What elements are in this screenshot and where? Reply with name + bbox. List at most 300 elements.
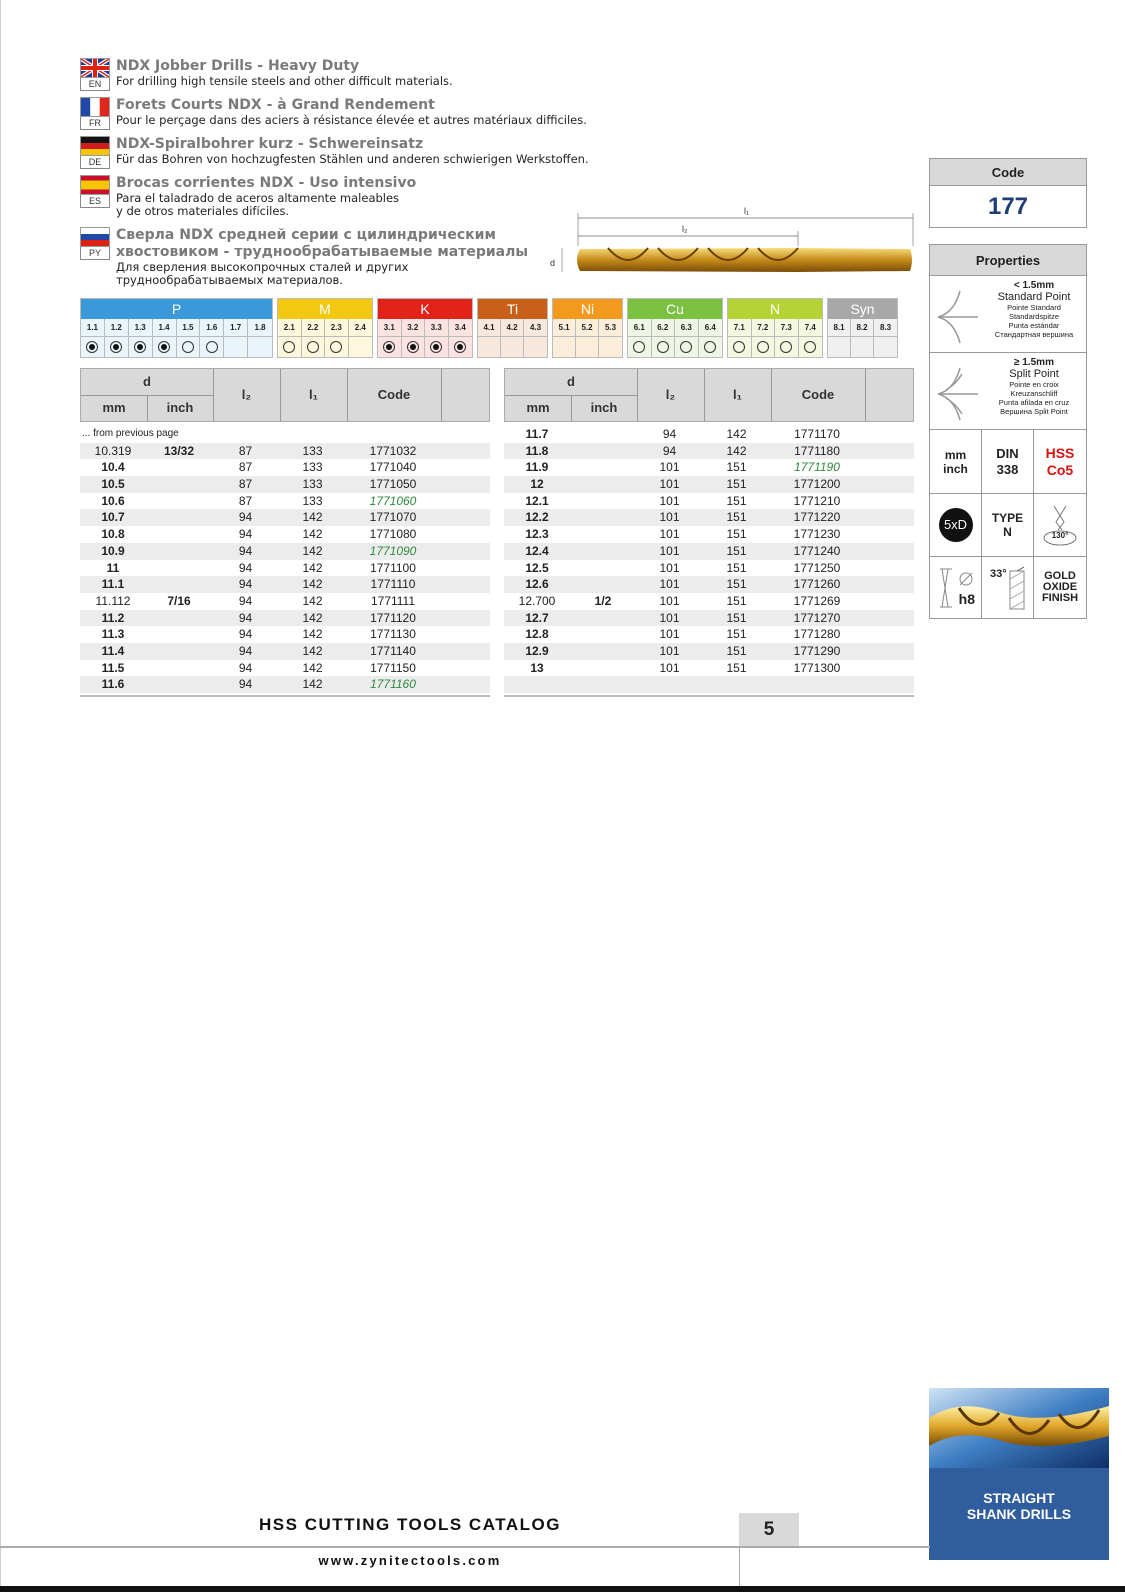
- flute-length: 87: [238, 477, 253, 492]
- subgroup-code: 1.3: [129, 319, 152, 337]
- product-code: 1771100: [370, 560, 416, 575]
- material-subgroup: [728, 319, 752, 357]
- drill-drawing: [548, 200, 918, 280]
- suitability-indicator: [383, 341, 395, 353]
- language-block-fr: [80, 97, 640, 130]
- language-title: NDX Jobber Drills - Heavy Duty: [116, 58, 360, 74]
- diameter-inch: [146, 576, 212, 593]
- subgroup-code: 1.2: [105, 319, 128, 337]
- flute-length: 94: [238, 610, 253, 625]
- material-subgroup: [278, 319, 302, 357]
- subgroup-code: 4.2: [501, 319, 523, 337]
- overall-length: 151: [726, 627, 747, 642]
- diameter-mm: 10.6: [101, 493, 125, 508]
- language-code: FR: [80, 117, 110, 130]
- diameter-mm: 12.6: [525, 577, 549, 592]
- material-subgroup: [248, 319, 272, 357]
- subgroup-code: 2.2: [302, 319, 325, 337]
- material-subgroup: [775, 319, 799, 357]
- code-label: Code: [929, 158, 1087, 186]
- suitability-indicator: [407, 341, 419, 353]
- diameter-inch: [570, 543, 636, 560]
- split-point-size: ≥ 1.5mm: [1014, 357, 1054, 368]
- material-subgroup: [478, 319, 501, 357]
- flute-length: 101: [659, 577, 680, 592]
- flute-length: 94: [662, 427, 677, 441]
- footer-divider: [739, 1546, 740, 1586]
- diameter-inch: 13/32: [163, 443, 195, 458]
- material-groups: [80, 298, 913, 358]
- spec-row-3: [929, 557, 1087, 619]
- flute-length: 101: [659, 460, 680, 475]
- table-body: [504, 426, 914, 693]
- material-group-syn: [827, 298, 898, 358]
- suitability-indicator: [704, 341, 716, 353]
- suitability-indicator: [680, 341, 692, 353]
- product-code: 1771050: [369, 477, 417, 492]
- language-subtitle: Для сверления высокопрочных сталей и других труднообрабатываемых материалов.: [116, 260, 409, 287]
- diameter-mm: 10.5: [101, 477, 125, 492]
- header-inch: inch: [590, 400, 618, 415]
- subgroup-code: 3.3: [425, 319, 448, 337]
- table-row: [80, 643, 490, 660]
- diameter-mm: 11.5: [101, 660, 125, 675]
- properties-label: Properties: [929, 244, 1087, 276]
- suitability-indicator: [134, 341, 146, 353]
- diameter-inch: [146, 660, 212, 677]
- overall-length: 142: [726, 443, 747, 458]
- product-code: 1771170: [794, 427, 840, 441]
- material-subgroup: [752, 319, 776, 357]
- flute-length: 87: [238, 443, 253, 458]
- overall-length: 142: [302, 543, 323, 558]
- product-code: 1771070: [369, 510, 417, 525]
- diameter-mm: 12.8: [525, 627, 549, 642]
- diameter-inch: [146, 643, 212, 660]
- diameter-mm: 12: [530, 477, 544, 492]
- table-row: [504, 443, 914, 460]
- suitability-indicator: [307, 341, 319, 353]
- drill-type: TYPE N: [982, 494, 1034, 556]
- diameter-inch: 7/16: [167, 593, 191, 608]
- language-title: Forets Courts NDX - à Grand Rendement: [116, 97, 435, 113]
- page-edge: [0, 0, 1, 1592]
- diameter-inch: [146, 509, 212, 526]
- bottom-bar: [0, 1586, 1125, 1592]
- subgroup-code: 5.2: [576, 319, 598, 337]
- table-row: [504, 676, 914, 693]
- subgroup-code: 8.3: [874, 319, 897, 337]
- diameter-inch: [146, 459, 212, 476]
- diameter-mm: 11.8: [525, 443, 549, 458]
- subgroup-code: 4.1: [478, 319, 500, 337]
- diameter-mm: 12.7: [525, 610, 549, 625]
- material-subgroup: [675, 319, 699, 357]
- table-row: [80, 493, 490, 510]
- size-table-left: [80, 368, 490, 697]
- diameter-inch: [570, 493, 636, 510]
- overall-length: 151: [726, 593, 747, 608]
- spec-row-2: [929, 494, 1087, 557]
- flute-length: 101: [659, 643, 680, 658]
- material-group-label: Syn: [828, 299, 897, 319]
- flute-length: 94: [238, 660, 253, 675]
- product-code: 1771269: [793, 593, 841, 608]
- flute-length: 101: [659, 493, 680, 508]
- product-code: 1771180: [794, 443, 840, 458]
- diameter-inch: [570, 443, 636, 460]
- standard-point-icon: [932, 277, 984, 352]
- material-subgroup: [828, 319, 851, 357]
- suitability-indicator: [182, 341, 194, 353]
- overall-length: 133: [302, 493, 323, 508]
- subgroup-code: 1.8: [248, 319, 272, 337]
- diameter-mm: 12.1: [525, 493, 549, 508]
- continuation-note-row: [80, 426, 490, 443]
- split-point-title: Split Point: [1009, 368, 1059, 380]
- subgroup-code: 5.1: [553, 319, 575, 337]
- diameter-mm: [504, 676, 570, 693]
- material-group-label: Cu: [628, 299, 722, 319]
- diameter-mm: 12.9: [525, 643, 549, 658]
- flute-length: 101: [659, 560, 680, 575]
- flute-length: 101: [659, 610, 680, 625]
- language-subtitle: Für das Bohren von hochzugfesten Stählen und anderen schwierigen Werkstoffen.: [116, 152, 589, 166]
- product-code: 1771120: [370, 610, 416, 625]
- header-l1: l₁: [309, 387, 318, 402]
- subgroup-code: 6.2: [652, 319, 675, 337]
- diameter-inch: [570, 576, 636, 593]
- subgroup-code: 1.1: [81, 319, 104, 337]
- material-subgroup: [576, 319, 599, 357]
- material-subgroup: [699, 319, 723, 357]
- overall-length: 142: [302, 643, 323, 658]
- diameter-mm: 11.7: [525, 427, 549, 441]
- material-subgroup: [449, 319, 473, 357]
- flag-icon: [80, 175, 110, 208]
- diameter-inch: [146, 560, 212, 577]
- material-group-k: [377, 298, 473, 358]
- product-code: 1771060: [369, 493, 417, 508]
- language-subtitle: Pour le perçage dans des aciers à résistance élevée et autres matériaux difficiles.: [116, 113, 587, 127]
- material-subgroup: [553, 319, 576, 357]
- overall-length: 142: [726, 427, 747, 441]
- header-code: Code: [801, 387, 835, 402]
- overall-length: 142: [302, 610, 323, 625]
- suitability-indicator: [757, 341, 769, 353]
- tolerance-value: h8: [958, 591, 975, 607]
- material-grade: HSS Co5: [1045, 444, 1075, 478]
- overall-length: 142: [302, 510, 323, 525]
- suitability-indicator: [86, 341, 98, 353]
- table-row: [504, 476, 914, 493]
- table-row: [504, 643, 914, 660]
- table-row: [80, 660, 490, 677]
- product-code: 1771290: [793, 643, 841, 658]
- material-group-m: [277, 298, 373, 358]
- overall-length: 151: [726, 610, 747, 625]
- table-row: [504, 593, 914, 610]
- table-row: [80, 593, 490, 610]
- suitability-indicator: [657, 341, 669, 353]
- material-group-label: K: [378, 299, 472, 319]
- product-code: 1771300: [793, 660, 841, 675]
- language-title: Brocas corrientes NDX - Uso intensivo: [116, 175, 417, 191]
- diameter-inch: [570, 476, 636, 493]
- standard-point-box: [929, 276, 1087, 353]
- split-point-box: [929, 353, 1087, 430]
- diameter-mm: 10.4: [101, 460, 125, 475]
- material-group-label: N: [728, 299, 822, 319]
- header-mm: mm: [526, 400, 550, 415]
- product-code: 1771260: [793, 577, 841, 592]
- table-row: [504, 493, 914, 510]
- point-angle-value: 130°: [1051, 531, 1069, 540]
- subgroup-code: 7.2: [752, 319, 775, 337]
- overall-length: 142: [302, 577, 323, 592]
- continuation-note: ... from previous page: [82, 428, 179, 439]
- suitability-indicator: [158, 341, 170, 353]
- flute-length: 94: [238, 510, 253, 525]
- diameter-inch: [570, 560, 636, 577]
- header-l1: l₁: [733, 387, 742, 402]
- material-group-label: P: [81, 299, 272, 319]
- product-code: 1771230: [793, 527, 841, 542]
- overall-length: 151: [726, 493, 747, 508]
- subgroup-code: 6.4: [699, 319, 723, 337]
- header-d: d: [567, 374, 575, 389]
- header-code: Code: [377, 387, 411, 402]
- table-row: [80, 576, 490, 593]
- table-row: [504, 576, 914, 593]
- product-code: 1771220: [793, 510, 841, 525]
- diameter-inch: [146, 676, 212, 693]
- diameter-inch: [570, 610, 636, 627]
- overall-length: 142: [302, 660, 323, 675]
- table-row: [504, 543, 914, 560]
- standard-point-size: < 1.5mm: [1013, 280, 1055, 291]
- material-subgroup: [129, 319, 153, 357]
- diameter-inch: [570, 643, 636, 660]
- material-subgroup: [524, 319, 547, 357]
- suitability-indicator: [454, 341, 466, 353]
- material-subgroup: [652, 319, 676, 357]
- table-row: [80, 543, 490, 560]
- flute-length: 101: [659, 510, 680, 525]
- diameter-mm: 10.9: [101, 543, 125, 558]
- split-point-translations: Pointe en croix Kreuzanschliff Punta afilada en cruz Вершина Split Point: [998, 380, 1070, 416]
- diameter-inch: 1/2: [594, 593, 612, 608]
- spec-row-1: [929, 430, 1087, 494]
- subgroup-code: 2.4: [349, 319, 373, 337]
- flag-icon: [80, 97, 110, 130]
- subgroup-code: 8.2: [851, 319, 873, 337]
- d-dim-label: d: [550, 258, 556, 268]
- overall-length: 151: [726, 477, 747, 492]
- diameter-inch: [570, 660, 636, 677]
- language-subtitle: Para el taladrado de aceros altamente maleables y de otros materiales difíciles.: [116, 191, 400, 218]
- l1-dim-label: l₁: [744, 206, 750, 216]
- table-row: [504, 526, 914, 543]
- subgroup-code: 1.7: [224, 319, 247, 337]
- flute-length: 101: [659, 660, 680, 675]
- standard-point-title: Standard Point: [997, 291, 1071, 303]
- overall-length: 142: [302, 593, 323, 608]
- diameter-mm: 10.8: [101, 527, 125, 542]
- subgroup-code: 1.4: [153, 319, 176, 337]
- overall-length: 151: [726, 560, 747, 575]
- diameter-inch: [570, 676, 636, 693]
- finish-label: GOLD OXIDE FINISH: [1041, 570, 1079, 604]
- material-subgroup: [425, 319, 449, 357]
- material-subgroup: [153, 319, 177, 357]
- suitability-indicator: [804, 341, 816, 353]
- diameter-mm: 13: [530, 660, 544, 675]
- product-code: 1771160: [370, 677, 416, 692]
- material-subgroup: [105, 319, 129, 357]
- material-group-label: Ni: [553, 299, 622, 319]
- diameter-mm: 11.1: [101, 577, 125, 592]
- material-subgroup: [628, 319, 652, 357]
- diameter-mm: 11.2: [101, 610, 125, 625]
- table-row: [504, 459, 914, 476]
- table-header: [80, 368, 490, 422]
- split-point-icon: [932, 354, 984, 429]
- flag-icon: [80, 227, 110, 260]
- overall-length: 133: [302, 443, 323, 458]
- flute-length: 87: [238, 493, 253, 508]
- subgroup-code: 8.1: [828, 319, 850, 337]
- header-l2: l₂: [665, 387, 676, 402]
- subgroup-code: 2.3: [325, 319, 348, 337]
- subgroup-code: 6.3: [675, 319, 698, 337]
- diameter-inch: [570, 426, 636, 443]
- footer-rule: [0, 1546, 930, 1548]
- material-subgroup: [378, 319, 402, 357]
- material-group-p: [80, 298, 273, 358]
- units-label: mm inch: [930, 430, 982, 493]
- diameter-mm: 10.319: [94, 443, 132, 458]
- website-url: www.zynitectools.com: [318, 1553, 502, 1568]
- product-code: 1771150: [370, 660, 416, 675]
- table-row: [504, 509, 914, 526]
- table-row: [80, 560, 490, 577]
- product-code: 1771110: [370, 577, 416, 592]
- flute-length: 101: [659, 627, 680, 642]
- suitability-indicator: [283, 341, 295, 353]
- table-header: [504, 368, 914, 422]
- overall-length: 151: [726, 660, 747, 675]
- ratio-badge: 5xD: [939, 508, 973, 542]
- language-code: DE: [80, 156, 110, 169]
- diameter-inch: [146, 543, 212, 560]
- product-code: 1771140: [370, 643, 416, 658]
- language-block-en: [80, 58, 640, 91]
- flute-length: 101: [659, 543, 680, 558]
- diameter-mm: 12.700: [518, 593, 556, 608]
- language-subtitle: For drilling high tensile steels and other difficult materials.: [116, 74, 453, 88]
- flag-icon: [80, 58, 110, 91]
- product-code: 1771240: [793, 543, 841, 558]
- product-code: 1771270: [793, 610, 841, 625]
- diameter-inch: [146, 493, 212, 510]
- diameter-inch: [570, 459, 636, 476]
- flute-length: 94: [238, 560, 253, 575]
- table-row: [80, 459, 490, 476]
- diameter-inch: [570, 526, 636, 543]
- flute-length: 94: [238, 577, 253, 592]
- material-subgroup: [224, 319, 248, 357]
- flute-length: 94: [238, 627, 253, 642]
- table-row: [504, 560, 914, 577]
- material-subgroup: [349, 319, 373, 357]
- overall-length: 142: [302, 527, 323, 542]
- product-code: 1771032: [369, 443, 417, 458]
- subgroup-code: 7.3: [775, 319, 798, 337]
- subgroup-code: 2.1: [278, 319, 301, 337]
- subgroup-code: 6.1: [628, 319, 651, 337]
- material-group-label: Ti: [478, 299, 547, 319]
- catalog-title: HSS CUTTING TOOLS CATALOG: [259, 1515, 561, 1534]
- table-row: [504, 660, 914, 677]
- material-subgroup: [851, 319, 874, 357]
- table-row: [80, 526, 490, 543]
- header-d: d: [143, 374, 151, 389]
- table-row: [504, 426, 914, 443]
- product-code: 1771040: [369, 460, 417, 475]
- header-mm: mm: [102, 400, 126, 415]
- product-code: [770, 676, 864, 693]
- diameter-mm: 12.3: [525, 527, 549, 542]
- material-subgroup: [599, 319, 622, 357]
- overall-length: 133: [302, 460, 323, 475]
- subgroup-code: 3.2: [402, 319, 425, 337]
- product-code: 1771090: [369, 543, 417, 558]
- diameter-mm: 12.2: [525, 510, 549, 525]
- flute-length: 94: [662, 443, 677, 458]
- diameter-mm: 11.6: [101, 677, 125, 692]
- table-row: [80, 626, 490, 643]
- flute-length: 94: [238, 593, 253, 608]
- diameter-mm: 11.3: [101, 627, 125, 642]
- overall-length: 151: [726, 460, 747, 475]
- standard-point-translations: Pointe Standard Standardspitze Punta estándar Стандартная вершина: [994, 303, 1074, 339]
- material-group-n: [727, 298, 823, 358]
- diameter-inch: [146, 610, 212, 627]
- overall-length: 151: [726, 510, 747, 525]
- overall-length: 142: [302, 627, 323, 642]
- size-table-right: [504, 368, 914, 697]
- flute-length: 101: [659, 593, 680, 608]
- header-inch: inch: [166, 400, 194, 415]
- overall-length: [703, 676, 770, 693]
- subgroup-code: 7.1: [728, 319, 751, 337]
- suitability-indicator: [330, 341, 342, 353]
- drill-banner-image: [929, 1388, 1109, 1468]
- diameter-mm: 10.7: [101, 510, 125, 525]
- product-code: 1771080: [369, 527, 417, 542]
- language-title: Сверла NDX средней серии с цилиндрическим хвостовиком - труднообрабатываемые материалы: [116, 227, 529, 260]
- subgroup-code: 3.1: [378, 319, 401, 337]
- material-subgroup: [177, 319, 201, 357]
- subgroup-code: 1.5: [177, 319, 200, 337]
- subgroup-code: 4.3: [524, 319, 547, 337]
- diameter-mm: 11.4: [101, 643, 125, 658]
- suitability-indicator: [110, 341, 122, 353]
- table-row: [504, 626, 914, 643]
- language-code: EN: [80, 78, 110, 91]
- code-value: 177: [929, 186, 1087, 228]
